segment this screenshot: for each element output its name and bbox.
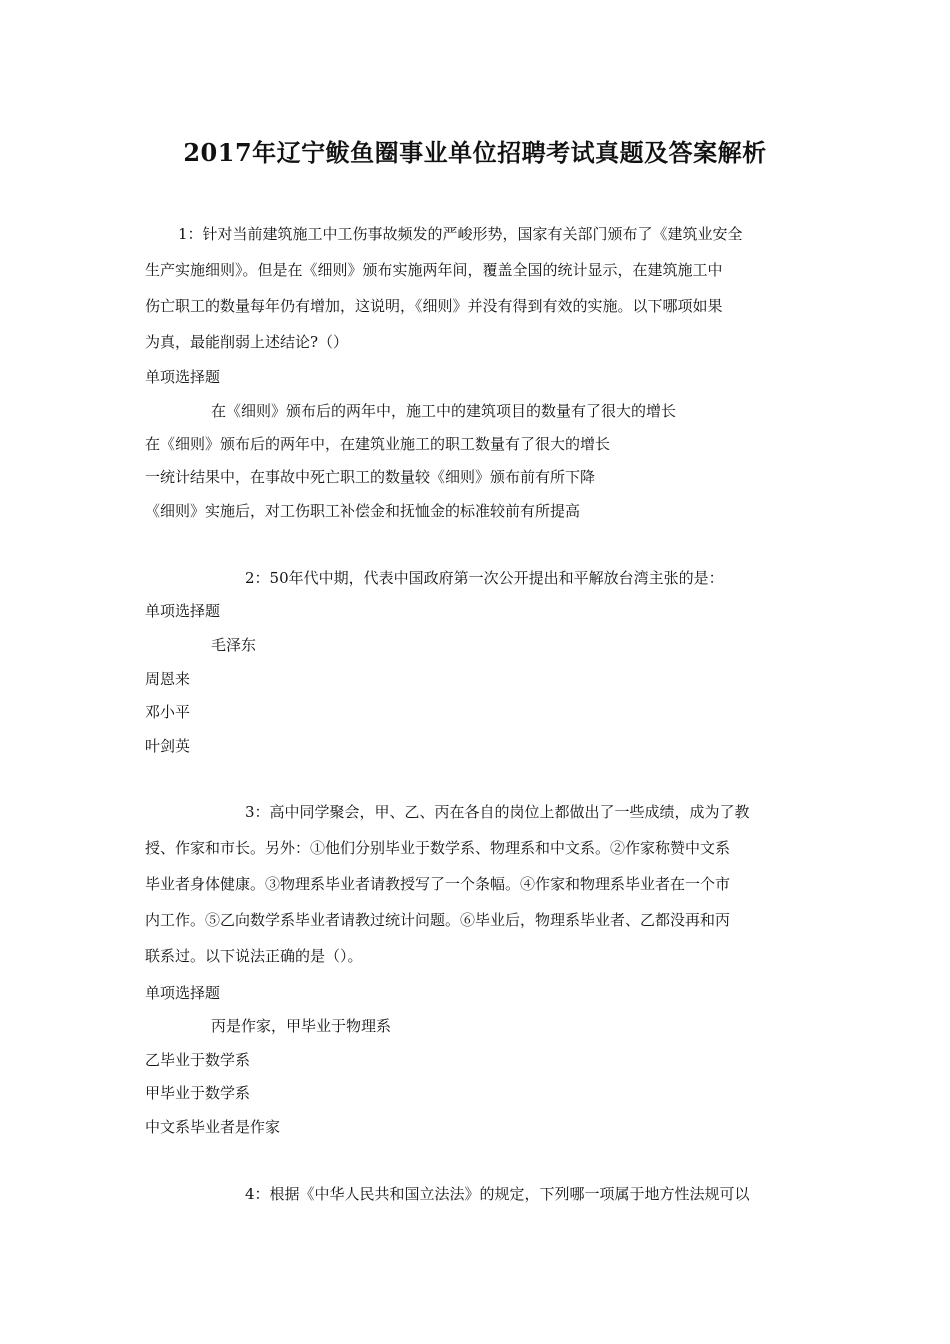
question-3-stem-line-4: 内工作。⑤乙向数学系毕业者请教过统计问题。⑥毕业后，物理系毕业者、乙都没再和丙 [145, 911, 731, 929]
question-2-option-c: 邓小平 [145, 703, 191, 721]
question-3-stem-line-1: 3：高中同学聚会，甲、乙、丙在各自的岗位上都做出了一些成绩，成为了教 [245, 803, 750, 821]
question-4-stem-line-1: 4：根据《中华人民共和国立法法》的规定，下列哪一项属于地方性法规可以 [245, 1185, 750, 1203]
question-1-stem-line-3: 伤亡职工的数量每年仍有增加，这说明，《细则》并没有得到有效的实施。以下哪项如果 [145, 297, 723, 315]
question-1-option-a: 在《细则》颁布后的两年中，施工中的建筑项目的数量有了很大的增长 [211, 402, 677, 420]
question-3-stem-line-5: 联系过。以下说法正确的是（）。 [145, 947, 363, 965]
page-title: 2017年辽宁鲅鱼圈事业单位招聘考试真题及答案解析 [183, 138, 767, 167]
question-1-stem-line-1: 1：针对当前建筑施工中工伤事故频发的严峻形势，国家有关部门颁布了《建筑业安全 [178, 225, 743, 243]
question-1-stem-line-2: 生产实施细则》。但是在《细则》颁布实施两年间，覆盖全国的统计显示，在建筑施工中 [145, 261, 723, 279]
question-1-option-c: 一统计结果中，在事故中死亡职工的数量较《细则》颁布前有所下降 [145, 468, 596, 486]
question-3-type: 单项选择题 [145, 984, 221, 1002]
question-1-option-b: 在《细则》颁布后的两年中，在建筑业施工的职工数量有了很大的增长 [145, 435, 611, 453]
question-3-option-a: 丙是作家，甲毕业于物理系 [211, 1017, 392, 1035]
question-2-option-a: 毛泽东 [211, 636, 257, 654]
question-3-option-d: 中文系毕业者是作家 [145, 1118, 281, 1136]
question-3-option-c: 甲毕业于数学系 [145, 1084, 251, 1102]
question-3-stem-line-3: 毕业者身体健康。③物理系毕业者请教授写了一个条幅。④作家和物理系毕业者在一个市 [145, 875, 731, 893]
question-1-stem-line-4: 为真，最能削弱上述结论?（） [145, 333, 349, 351]
question-1-type: 单项选择题 [145, 368, 221, 386]
question-3-option-b: 乙毕业于数学系 [145, 1051, 251, 1069]
question-2-stem-line-1: 2：50年代中期，代表中国政府第一次公开提出和平解放台湾主张的是： [245, 569, 724, 587]
question-3-stem-line-2: 授、作家和市长。另外：①他们分别毕业于数学系、物理系和中文系。②作家称赞中文系 [145, 839, 731, 857]
question-2-option-b: 周恩来 [145, 670, 191, 688]
question-2-option-d: 叶剑英 [145, 737, 191, 755]
question-2-type: 单项选择题 [145, 602, 221, 620]
question-1-option-d: 《细则》实施后，对工伤职工补偿金和抚恤金的标准较前有所提高 [145, 502, 581, 520]
